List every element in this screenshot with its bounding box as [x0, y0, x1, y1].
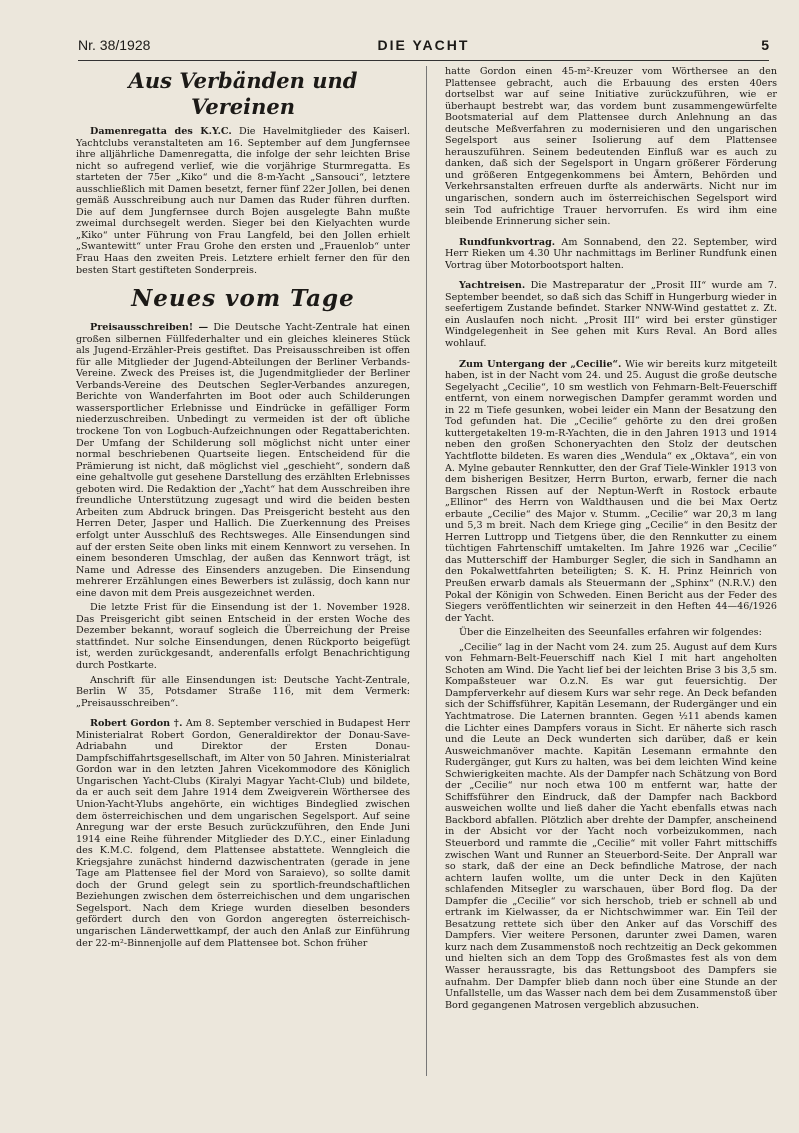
article-heading: Preisausschreiben! —	[90, 322, 209, 334]
article-gordon-continued: hatte Gordon einen 45-m²-Kreuzer vom Wörthersee an den Plattensee gebracht, auch die Erbauung des ersten 40ers dortselbst war auf seine Initiative zurückzuführen, wie er überhaupt bestrebt war, das vordem bunt zusammengewürfelte Bootsmaterial auf dem Plattensee durch Anlehnung an das deutsche Meßverfahren zu modernisieren und den ungarischen Segelsport aus seiner Isolierung auf dem Plattensee herauszuführen. Seinem bedeutenden Einfluß war es auch zu danken, daß sich der Segelsport in Ungarn größerer Förderung und größeren Entgegenkommens bei Ämtern, Behörden und Verkehrsanstalten erfreuen durfte als anderwärts. Nicht nur im ungarischen, sondern auch im österreichischen Segelsport wird sein Tod aufrichtige Trauer hervorrufen. Es wird ihm eine bleibende Erinnerung sicher sein.	[445, 66, 777, 228]
article-paragraph: Anschrift für alle Einsendungen ist: Deutsche Yacht-Zentrale, Berlin W 35, Potsdamer Straße 116, mit dem Vermerk: „Preisausschreiben“.	[76, 674, 410, 709]
page-header	[78, 38, 769, 60]
article-rundfunk	[445, 237, 777, 272]
article-yachtreisen	[445, 280, 777, 349]
magazine-title: DIE YACHT	[377, 37, 470, 53]
issue-number: Nr. 38/1928	[78, 37, 151, 53]
section-title-vereine: Aus Verbänden und Vereinen	[128, 68, 358, 119]
article-text: Am 8. September verschied in Budapest Herr Ministerialrat Robert Gordon, Generaldirektor der Donau-Save-Adriabahn und Direktor der Ersten Donau-Dampfschiffahrtsgesellschaft, im Alter von 50 Jahren. Ministerialrat Gordon war in den letzten Jahren Vicekommodore des Königlich Ungarischen Yacht-Clubs (Kiralyi Magyar Yacht-Club) und bildete, da er auch seit dem Jahre 1914 dem Zweigverein Wörthersee des Union-Yacht-Ylubs angehörte, ein wichtiges Bindeglied zwischen dem österreichischen und dem ungarischen Segelsport. Auf seine Anregung war der erste Besuch zurückzuführen, den Ende Juni 1914 eine Reihe führender Mitglieder des D.Y.C., einer Einladung des K.M.C. folgend, dem Plattensee abstattete. Wenngleich die Kriegsjahre zunächst hindernd dazwischentraten (gerade in jene Tage am Plattensee fiel der Mord von Saraievo), so sollte damit doch der Grund gelegt sein zu sportlich-freundschaftlichen Beziehungen zwischen dem österreichischen und dem ungarischen Segelsport. Nach dem Kriege wurden dieselben besonders gefördert durch den von Gordon angeregten österreichisch-ungarischen Länderwettkampf, der auch den Anlaß zur Einführung der 22-m²-Binnenjolle auf dem Plattensee bot. Schon früher	[76, 718, 410, 949]
article-preisausschreiben	[76, 322, 410, 599]
article-text: Die Havelmitglieder des Kaiserl. Yachtclubs veranstalteten am 16. September auf dem Jungfernsee ihre alljährliche Damenregatta, die infolge der sehr leichten Brise nicht so aufregend verlief, wie die vorjährige Sturmregatta. Es starteten der 75er „Kiko“ und die 8-m-Yacht „Sansouci“, letztere ausschließlich mit Damen besetzt, ferner fünf 22er Jollen, bei denen gemäß Ausschreibung auch nur Damen das Ruder führen durften. Die auf dem Jungfernsee durch Bojen ausgelegte Bahn mußte zweimal durchsegelt werden. Sieger bei den Kielyachten wurde „Kiko“ unter Führung von Frau Langfeld, bei den Jollen erhielt „Swantewitt“ unter Frau Grohe den ersten und „Frauenlob“ unter Frau Haas den zweiten Preis. Letztere erhielt ferner den für den besten Start gestifteten Sonderpreis.	[76, 126, 410, 276]
page-number: 5	[761, 37, 769, 53]
article-paragraph: „Cecilie“ lag in der Nacht vom 24. zum 25. August auf dem Kurs von Fehmarn-Belt-Feuerschiff nach Kiel I mit hart angeholten Schoten am Wind. Die Yacht lief bei der leichten Brise 3 bis 3,5 sm. Kompaßsteuer war O.z.N. Es war gut feuersichtig. Der Dampferverkehr auf diesem Kurs war sehr rege. An Deck befanden sich der Schiffsführer, Kapitän Lesemann, der Rudergänger und ein Yachtmatrose. Die Laternen brannten. Gegen ½11 abends kamen die Lichter eines Dampfers voraus in Sicht. Er näherte sich rasch und die Leute an Deck wunderten sich darüber, daß er kein Ausweichmanöver machte. Kapitän Lesemann ermahnte den Rudergänger, gut Kurs zu halten, was bei dem leichten Wind keine Schwierigkeiten machte. Als der Dampfer nach Schätzung von Bord der „Cecilie“ nur noch etwa 100 m entfernt war, hatte der Schiffsführer den Eindruck, daß der Dampfer nach Backbord ausweichen wollte und ließ daher die Yacht ebenfalls etwas nach Backbord abfallen. Plötzlich aber drehte der Dampfer, anscheinend in der Absicht vor der Yacht noch vorbeizukommen, nach Steuerbord und rammte die „Cecilie“ mit voller Fahrt mittschiffs zwischen Want und Runner an Steuerbord-Seite. Der Anprall war so stark, daß der eine an Deck befindliche Matrose, der nach achtern laufen wollte, um die unter Deck in den Kajüten schlafenden Mitsegler zu warschauen, über Bord flog. Da der Dampfer die „Cecilie“ vor sich herschob, trieb er schnell ab und ertrank im Kielwasser, da er Nichtschwimmer war. Ein Teil der Besatzung rettete sich über den Anker auf das Vorschiff des Dampfers. Vier weitere Personen, darunter zwei Damen, waren kurz nach dem Zusammenstoß noch rechtzeitig an Deck gekommen und hielten sich an dem Topp des Großmastes fest als von dem Wasser heraussragte, bis das Rettungsboot des Dampfers sie aufnahm. Der Dampfer blieb dann noch über eine Stunde an der Unfallstelle, um das Wasser nach dem bei dem Zusammenstoß über Bord gegangenen Matrosen vergeblich abzusuchen.	[445, 641, 777, 1011]
article-gordon	[76, 718, 410, 949]
article-text: Die Deutsche Yacht-Zentrale hat einen großen silbernen Füllfederhalter und ein gleiches kleineres Stück als Jugend-Erzähler-Preis gestiftet. Das Preisausschreiben ist offen für alle Mitglieder der Jugend-Abteilungen der Berliner Verbands-Vereine. Zweck des Preises ist, die Jugendmitglieder der Berliner Verbands-Vereine des Deutschen Segler-Verbandes anzuregen, Berichte von Wanderfahrten im Boot oder auch Schilderungen wassersportlicher Erlebnisse und Eindrücke in gefälliger Form niederzuschreiben. Unbedingt zu vermeiden ist der oft übliche trockene Ton von Logbuch-Aufzeichnungen oder Regattaberichten. Der Umfang der Schilderung soll möglichst nicht unter einer normal beschriebenen Quartseite liegen. Entscheidend für die Prämierung ist nicht, daß möglichst viel „geschieht“, sondern daß eine gehaltvolle gut gesehene Darstellung des erzählten Erlebnisses geboten wird. Die Redaktion der „Yacht“ hat dem Ausschreiben ihre freundliche Unterstützung zugesagt und wird die beiden besten Arbeiten zum Abdruck bringen. Das Preisgericht besteht aus den Herren Deter, Jasper und Hallich. Die Zuerkennung des Preises erfolgt unter Ausschluß des Rechtsweges. Alle Einsendungen sind auf der ersten Seite oben links mit einem Kennwort zu versehen. In einem besonderen Umschlag, der außen das Kennwort trägt, ist Name und Adresse des Einsenders anzugeben. Die Einsendung mehrerer Erzählungen eines Bewerbers ist zulässig, doch kann nur eine davon mit dem Preis ausgezeichnet werden.	[76, 322, 410, 599]
right-column	[445, 66, 777, 1078]
article-heading: Damenregatta des K.Y.C.	[90, 126, 232, 137]
article-heading: Zum Untergang der „Cecilie“.	[459, 358, 622, 370]
column-divider	[426, 66, 427, 1076]
article-text: Wie wir bereits kurz mitgeteilt haben, ist in der Nacht vom 24. und 25. August die große deutsche Segelyacht „Cecilie“, 10 sm westlich von Fehmarn-Belt-Feuerschiff entfernt, von einem norwegischen Dampfer gerammt worden und in 22 m Tiefe gesunken, wobei leider ein Mann der Besatzung den Tod gefunden hat. Die „Cecilie“ gehörte zu den drei großen kuttergetakelten 19-m-R-Yachten, die in den Jahren 1913 und 1914 neben den großen Schoneryachten den Stolz der deutschen Yachtflotte bildeten. Es waren dies „Wendula“ ex „Oktava“, ein von A. Mylne gebauter Rennkutter, den der Graf Tiele-Winkler 1913 von dem bisherigen Besitzer, Herrn Burton, erwarb, ferner die nach Bargschen Rissen auf der Neptun-Werft in Rostock erbaute „Ellinor“ des Herrn von Waldthausen und die bei Max Oertz erbaute „Cecilie“ des Major v. Stumm. „Cecilie“ war 20,3 m lang und 5,3 m breit. Nach dem Kriege ging „Cecilie“ in den Besitz der Herren Luttropp und Tietgens über, die den Rennkutter zu einem tüchtigen Fahrtenschiff umtakelten. Im Jahre 1926 war „Cecilie“ das Mutterschiff der Hamburger Segler, die sich in Sandhamn an den Pokalwettfahrten beteiligten; S. K. H. Prinz Heinrich von Preußen erwarb damals als Steuermann der „Sphinx“ (N.R.V.) den Pokal der Königin von Schweden. Einen Bericht aus der Feder des Siegers veröffentlichten wir seinerzeit in den Heften 44—46/1926 der Yacht.	[445, 358, 777, 624]
article-heading: Rundfunkvortrag.	[459, 236, 556, 248]
article-paragraph: Über die Einzelheiten des Seeunfalles erfahren wir folgendes:	[459, 627, 762, 639]
article-paragraph: Die letzte Frist für die Einsendung ist der 1. November 1928. Das Preisgericht gibt seinen Entscheid in der ersten Woche des Dezember bekannt, worauf sogleich die Überreichung der Preise stattfindet. Nur solche Einsendungen, denen Rückporto beigefügt ist, werden zurückgesandt, anderenfalls erfolgt Benachrichtigung durch Postkarte.	[76, 602, 410, 671]
article-text: Am Sonnabend, den 22. September, wird Herr Rieken um 4.30 Uhr nachmittags im Berliner Rundfunk einen Vortrag über Motorbootsport halten.	[445, 236, 777, 271]
article-heading: Robert Gordon †.	[90, 718, 183, 730]
article-damenregatta	[76, 126, 410, 276]
section-title-neues: Neues vom Tage	[131, 285, 355, 313]
article-text: Die Mastreparatur der „Prosit III“ wurde am 7. September beendet, so daß sich das Schiff in Hungerburg wieder in seefertigem Zustande befindet. Starker NNW-Wind gestattet z. Zt. ein Auslaufen noch nicht. „Prosit III“ wird bei erster günstiger Windgelegenheit in See gehen mit Kurs Reval. An Bord alles wohlauf.	[445, 280, 777, 350]
article-heading: Yachtreisen.	[459, 280, 526, 292]
article-cecilie	[445, 359, 777, 625]
left-column	[76, 66, 410, 1078]
header-rule	[78, 60, 769, 61]
